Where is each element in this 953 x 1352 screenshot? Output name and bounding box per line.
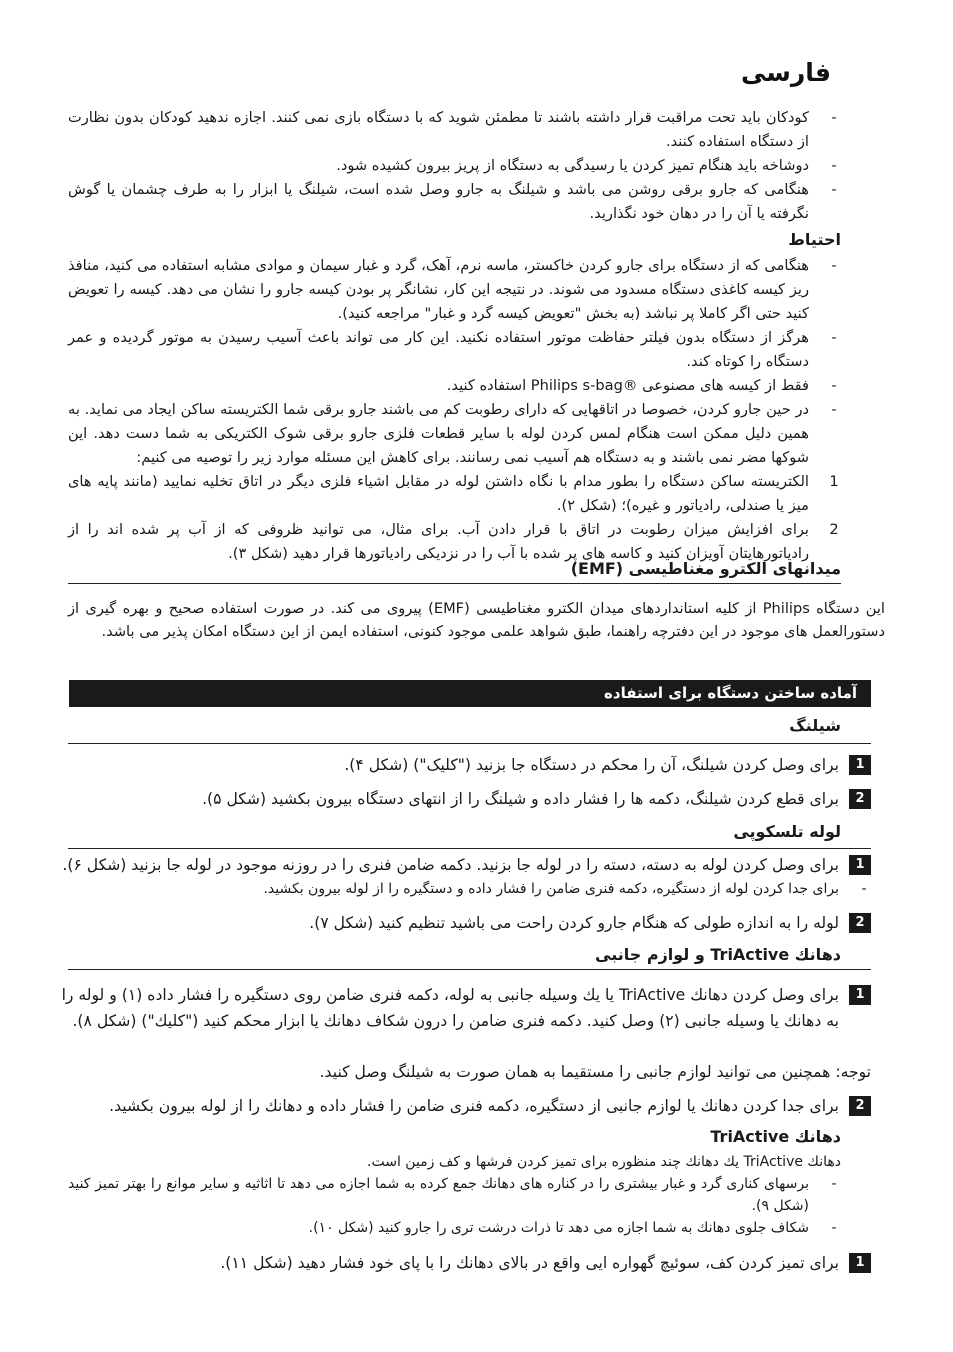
emf-heading: میدانهای الکترو مغناطیسی (EMF) xyxy=(570,559,841,578)
caution-item: 2 برای افزایش میزان رطوبت در اتاق با قرار دادن آب. برای مثال، می توانید ظروفی که از آب پر شده اند را از رادیاتورهایتان آویزان کنید و کاسه های پر شده با آب را در نزدیکی رادیاتورها قرار دهید (شکل ۳). xyxy=(68,521,839,562)
triactive-intro: دهانك TriActive یك دهانك چند منظوره برای تمیز کردن فرشها و کف زمین است. xyxy=(367,1154,841,1170)
section-divider xyxy=(68,743,871,744)
step-item: 1 برای تمیز کردن کف، سوئیچ گهواره ایی واقع در بالای دهانك را با پای خود فشار دهید (شکل ۱۱). xyxy=(60,1250,871,1276)
emf-paragraph: این دستگاه Philips از کلیه استانداردهای میدان الکترو مغناطیسی (EMF) پیروی می کند. در صورت استفاده صحیح و بهره گیری از دستورالعمل های موجود در این دفترچه راهنما، طبق شواهد علمی موجود کنونی، استفاده ایمن از این دستگاه امکان پذیر می باشد. xyxy=(68,600,885,640)
note-text: توجه: همچنین می توانید لوازم جانبی را مستقیما به همان صورت به شیلنگ وصل کنید. xyxy=(319,1063,871,1081)
bullet-item: - شکاف جلوی دهانك به شما اجازه می دهد تا ذرات درشت تری را جارو کنید (شکل ۱۰). xyxy=(308,1220,837,1236)
intro-bullets xyxy=(68,106,841,226)
section-divider xyxy=(68,969,871,970)
sub-note: - برای جدا کردن لوله از دستگیره، دکمه فنری ضامن را فشار داده و دستگیره را از لوله بیرون بکشید. xyxy=(263,881,867,897)
triactive-list xyxy=(68,1173,841,1239)
caution-list xyxy=(68,254,841,566)
section-divider xyxy=(68,848,871,849)
caution-item: - فقط از کیسه های مصنوعی ®Philips s-bag استفاده کنید. xyxy=(446,377,837,394)
nozzle-heading: دهانك TriActive و لوازم جانبی xyxy=(595,945,841,964)
bullet-item: - برسهای کناری گرد و غبار بیشتری را در کناره های دهانك جمع کرده به شما اجازه می دهد تا اثاثیه و سایر موانع را بهتر تمیز کنید (شکل ۹). xyxy=(68,1176,837,1214)
tube-heading: لوله تلسکوپی xyxy=(733,822,841,841)
caution-item: - هنگامی که از دستگاه برای جارو کردن خاکستر، ماسه نرم، آهک، گرد و غبار سیمان و موادی مشابه استفاده می کنید، منافذ ریز کیسه کاغذی دستگاه مسدود می شوند. در نتیجه این کار، نشانگر پر بودن کیسه جارو را نشان می دهد. کیسه را تعویض کنید حتی اگر کاملا پر نباشد (به بخش "تعویض کیسه گرد و غبار" مراجعه کنید). xyxy=(68,257,837,322)
section-divider xyxy=(68,583,841,584)
step-item: 1 برای وصل کردن دهانك TriActive یا یك وسیله جانبی به لوله، دکمه فنری ضامن روی دستگیره را فشار داده (۱) و لوله را به دهانك یا وسیله جانبی (۲) وصل کنید. دکمه فنری ضامن را درون شکاف دهانك یا ابزار محکم کنید ("کلیك") (شکل ۸). xyxy=(60,982,871,1034)
triactive-heading: دهانك TriActive xyxy=(710,1127,841,1146)
section-band: آماده ساختن دستگاه برای استفاده xyxy=(69,680,871,707)
step-item: 2 لوله را به اندازه طولی که هنگام جارو کردن راحت می باشید تنظیم کنید (شکل ۷). xyxy=(60,910,871,936)
caution-item: - هرگز از دستگاه بدون فیلتر حفاظت موتور استفاده نکنید. این کار می تواند باعث آسیب رسیدن به موتور گردیده و عمر دستگاه را کوتاه کند. xyxy=(68,329,837,370)
caution-item: - در حین جارو کردن، خصوصا در اتاقهایی که دارای رطوبت کم می باشند جارو برقی شما الکتریسته ساکن ایجاد می نماید. به همین دلیل ممکن است هنگام لمس کردن لوله با سایر قطعات فلزی جارو برقی شوک الکتریکی به شما دست دهد. این شوکها مضر نمی باشند و به دستگاه هم آسیب نمی رسانند. برای کاهش این مسئله موارد زیر را توصیه می کنیم: xyxy=(68,401,837,466)
bullet-item: - کودکان باید تحت مراقبت قرار داشته باشند تا مطمئن شوید که با دستگاه بازی نمی کنند. اجازه ندهید کودکان بدون نظارت از دستگاه استفاده کنند. xyxy=(68,109,837,150)
step-item: 2 برای قطع کردن شیلنگ، دکمه ها را فشار داده و شیلنگ را از انتهای دستگاه بیرون بکشید (شکل ۵). xyxy=(60,786,871,812)
step-item: 2 برای جدا کردن دهانك یا لوازم جانبی از دستگیره، دکمه فنری ضامن را فشار داده و دهانك را از لوله بیرون بکشید. xyxy=(60,1093,871,1119)
caution-heading: احتیاط xyxy=(788,230,841,249)
hose-heading: شیلنگ xyxy=(789,716,841,735)
step-item: 1 برای وصل کردن لوله به دسته، دسته را در لوله جا بزنید. دکمه ضامن فنری را در روزنه موجود در لوله جا بزنید (شکل ۶). xyxy=(60,852,871,878)
step-item: 1 برای وصل کردن شیلنگ، آن را محکم در دستگاه جا بزنید ("کلیک") (شکل ۴). xyxy=(60,752,871,778)
page-title: فارسی xyxy=(740,58,831,87)
bullet-item: - هنگامی که جارو برقی روشن می باشد و شیلنگ به جارو وصل شده است، شیلنگ یا ابزار را به طرف چشمان یا گوش نگرفته یا آن را در دهان خود نگذارید. xyxy=(68,181,837,222)
caution-item: 1 الکتریسته ساکن دستگاه را بطور مدام با نگاه داشتن لوله در مقابل اشیاء فلزی دیگر در اتاق تخلیه نمایید (مانند پایه های میز یا صندلی، رادیاتور و غیره)؛ (شکل ۲). xyxy=(68,473,839,514)
bullet-item: - دوشاخه باید هنگام تمیز کردن یا رسیدگی به دستگاه از پریز بیرون کشیده شود. xyxy=(336,157,837,174)
